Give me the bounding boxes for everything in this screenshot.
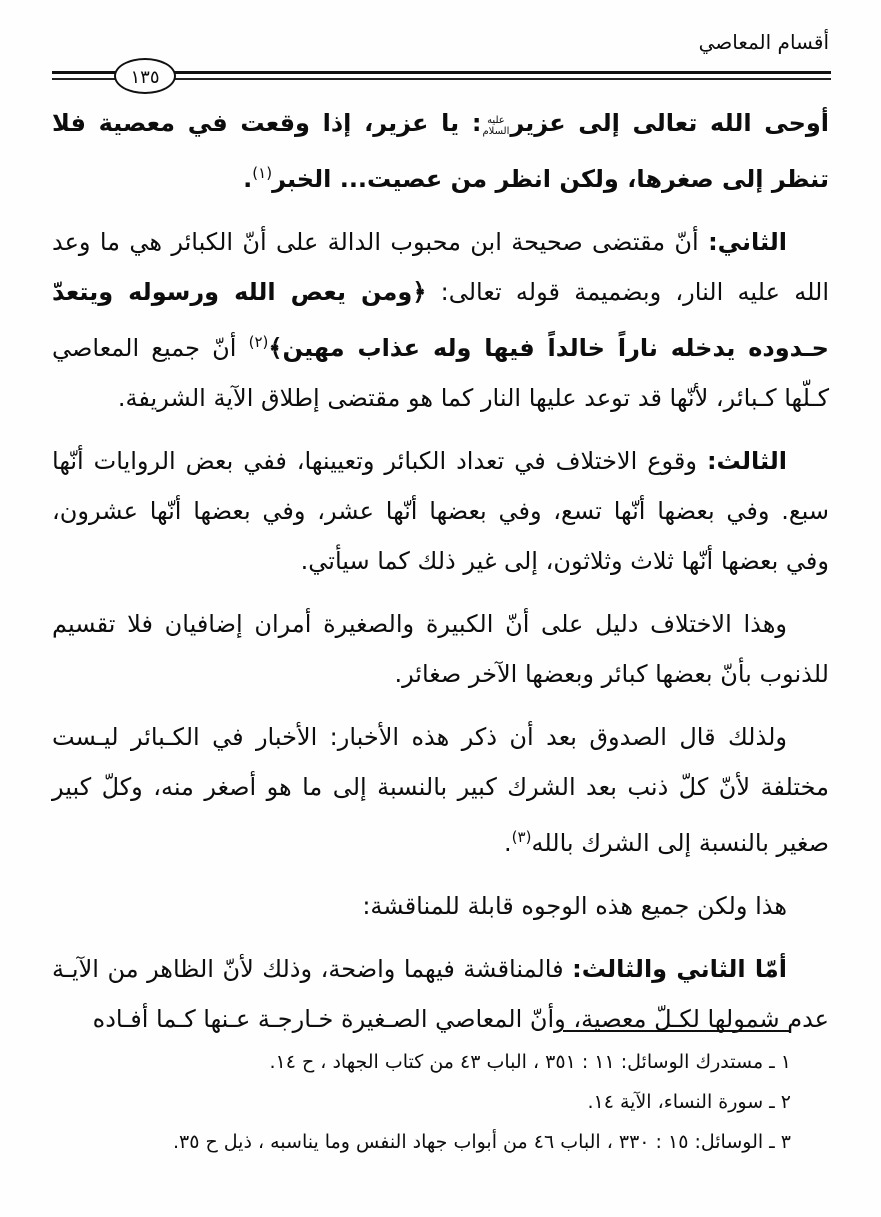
- page-number: ١٣٥: [130, 66, 160, 88]
- footnote-marker-3: (٣): [511, 828, 532, 846]
- footnote-item: ٢ ـ سورة النساء، الآية ١٤.: [587, 1091, 791, 1113]
- text-run: أنّ مقتضى صحيحة ابن محبوب الدالة على أنّ الكبائر هي ما وعد الله عليه النار، وبضميمة قوله تعالى:: [52, 228, 829, 306]
- paragraph-discussion-intro: [52, 881, 829, 931]
- footnote-marker-1: (١): [252, 164, 273, 182]
- paragraph-hadith: [52, 98, 829, 204]
- footnotes-separator: [563, 1030, 791, 1032]
- page-title: أقسام المعاصي: [698, 30, 829, 54]
- footnote-marker-2: (٢): [248, 333, 269, 351]
- paragraph-third-point: [52, 436, 829, 586]
- text-run: ولذلك قال الصدوق بعد أن ذكر هذه الأخبار: الأخبار في الكـبائر ليـست مختلفة لأنّ كلّ ذنب بعد الشرك كبير بالنسبة إلى ما هو أصغر منه، وكلّ كبير صغير بالنسبة إلى الشرك بالله: [52, 723, 829, 857]
- text-run: وقوع الاختلاف في تعداد الكبائر وتعيينها، ففي بعض الروايات أنّها سبع. وفي بعضها أنّها تسع، وفي بعضها أنّها عشر، وفي بعضها أنّها عشرون، وفي بعضها أنّها ثلاث وثلاثون، إلى غير ذلك كما سيأتي.: [52, 447, 829, 575]
- footnotes-section: [52, 1030, 791, 1162]
- text-run: وهذا الاختلاف دليل على أنّ الكبيرة والصغيرة أمران إضافيان فلا تقسيم للذنوب بأنّ بعضها كبائر وبعضها الآخر صغائر.: [52, 610, 829, 688]
- text-run: .: [243, 165, 253, 193]
- body-text: [52, 98, 829, 1057]
- paragraph-critique: [52, 944, 829, 1044]
- text-run: أوحى الله تعالى إلى عزير: [510, 109, 830, 137]
- text-run: فالمناقشة فيهما واضحة، وذلك لأنّ الظاهر من الآيـة عدم شمولها لكـلّ معصية، وأنّ المعاصي الصـغيرة خـارجـة عـنها كـما أفـاده: [52, 955, 829, 1033]
- paragraph-second-point: [52, 217, 829, 423]
- footnote-item: ١ ـ مستدرك الوسائل: ١١ : ٣٥١ ، الباب ٤٣ من كتاب الجهاد ، ح ١٤.: [269, 1051, 791, 1073]
- text-run: أنّ جميع المعاصي كـلّها كـبائر، لأنّها قد توعد عليها النار كما هو مقتضى إطلاق الآية الشريفة.: [52, 334, 829, 412]
- paragraph-lead: الثالث:: [706, 447, 787, 475]
- text-run: هذا ولكن جميع هذه الوجوه قابلة للمناقشة:: [362, 892, 787, 920]
- paragraph-conclusion-relative: [52, 599, 829, 699]
- paragraph-lead: الثاني:: [708, 228, 787, 256]
- honorific-alayhissalam-icon: عليه السلام: [482, 115, 510, 137]
- page-number-badge: [114, 58, 176, 94]
- paragraph-lead: أمّا الثاني والثالث:: [572, 955, 787, 983]
- text-run: : يا عزير، إذا وقعت في معصية فلا تنظر إلى صغرها، ولكن انظر من عصيت... الخبر: [52, 109, 829, 193]
- text-run: .: [504, 829, 512, 857]
- footnote-item: ٣ ـ الوسائل: ١٥ : ٣٣٠ ، الباب ٤٦ من أبواب جهاد النفس وما يناسبه ، ذيل ح ٣٥.: [172, 1131, 791, 1153]
- quran-verse: ﴿ومن يعص الله ورسوله ويتعدّ حـدوده يدخله ناراً خالداً فيها وله عذاب مهين﴾: [52, 278, 829, 362]
- paragraph-saduq-quote: [52, 712, 829, 868]
